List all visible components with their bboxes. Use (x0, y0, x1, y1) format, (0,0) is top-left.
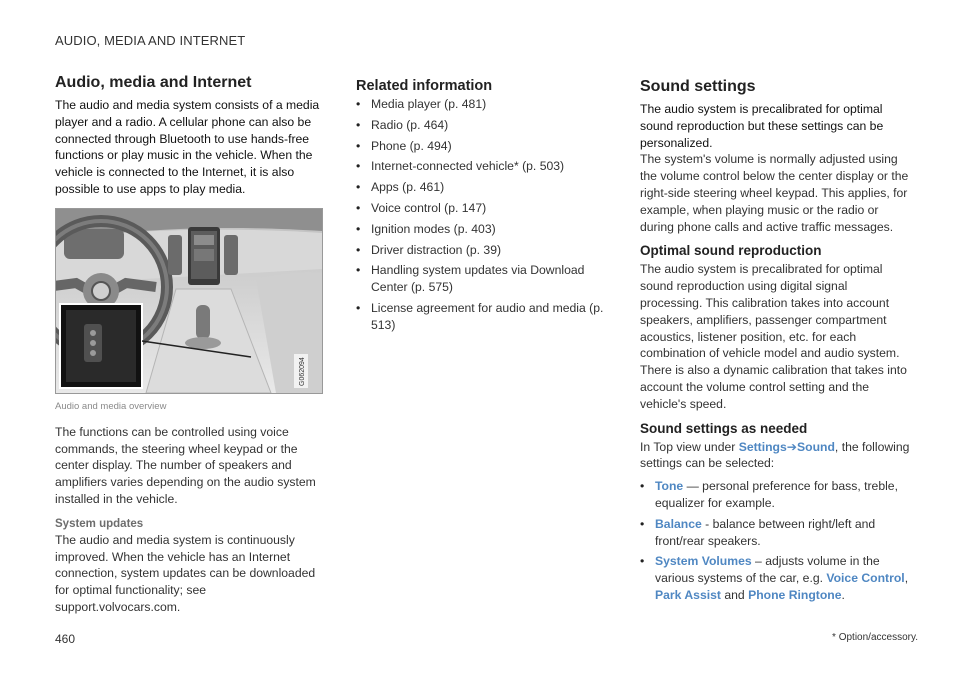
sound-settings-title: Sound settings (640, 78, 756, 95)
bullet: • (356, 242, 361, 257)
list-item[interactable]: • Apps (p. 461) (356, 180, 445, 195)
bullet: • (640, 554, 645, 569)
bullet: • (640, 516, 645, 531)
sound-lead: The audio system is precalibrated for optimal sound reproduction but these settings can be personalized. (640, 102, 884, 150)
as-needed-heading: Sound settings as needed (640, 420, 808, 436)
voice-control-option[interactable]: Voice Control (826, 571, 905, 586)
park-assist-option[interactable]: Park Assist (655, 587, 721, 602)
figure-caption: Audio and media overview (55, 400, 167, 412)
figure-code: G062094 (299, 356, 306, 386)
bullet: • (356, 97, 361, 111)
bullet: • (356, 159, 361, 174)
balance-option[interactable]: Balance (655, 516, 702, 531)
system-updates-paragraph: The audio and media system is continuously improved. When the vehicle has an Internet connection, system updates can be downloaded for optimal functionality; see support.volvocars.com. (55, 532, 316, 614)
list-item[interactable]: • Voice control (p. 147) (356, 200, 487, 215)
list-item[interactable]: • Media player (p. 481) (356, 97, 487, 111)
sound-link[interactable]: Sound (797, 439, 835, 454)
dashboard-illustration (56, 209, 322, 393)
system-volumes-option[interactable]: System Volumes (655, 554, 752, 569)
list-item[interactable]: • Phone (p. 494) (356, 138, 452, 153)
footnote: * Option/accessory. (832, 632, 918, 643)
bullet: • (356, 138, 361, 153)
tone-option[interactable]: Tone (655, 479, 684, 494)
list-item[interactable]: • License agreement for audio and media (p. 513) (356, 300, 604, 332)
dashboard-figure (55, 208, 323, 394)
intro-paragraph: The audio and media system consists of a media player and a radio. A cellular phone can also be connected through Bluetooth to use hands-free functions or play music in the vehicle. When the vehicle is connected to the Internet, it is also possible to use apps to play media. (55, 98, 320, 196)
list-item[interactable]: • Driver distraction (p. 39) (356, 242, 502, 257)
sound-volume-paragraph: The system's volume is normally adjusted using the volume control below the center display or the right-side steering wheel keypad. This applies, for example, when playing music or the radio or during phone calls and active traffic messages. (640, 152, 909, 234)
page-title: Audio, media and Internet (55, 74, 252, 91)
list-item: • System Volumes – adjusts volume in the various systems of the car, e.g. Voice Control, Park Assist and Phone Ringtone. (640, 554, 909, 602)
column-related (356, 78, 611, 338)
optimal-heading: Optimal sound reproduction (640, 243, 822, 259)
related-heading: Related information (356, 78, 493, 94)
bullet: • (356, 263, 361, 278)
bullet: • (356, 117, 361, 132)
bullet: • (356, 200, 361, 215)
bullet: • (640, 479, 645, 494)
bullet: • (356, 300, 361, 315)
running-header: AUDIO, MEDIA AND INTERNET (55, 33, 246, 48)
bullet: • (356, 180, 361, 195)
list-item: • Tone — personal preference for bass, treble, equalizer for example. (640, 479, 898, 510)
list-item[interactable]: • Radio (p. 464) (356, 117, 449, 132)
list-item[interactable]: • Ignition modes (p. 403) (356, 221, 496, 236)
arrow-icon: ➔ (786, 439, 797, 454)
bullet: • (356, 221, 361, 236)
related-list (356, 96, 611, 334)
list-item: • Balance - balance between right/left and front/rear speakers. (640, 516, 876, 548)
body-paragraph: The functions can be controlled using voice commands, the steering wheel keypad or the center display. The number of speakers and amplifiers varies depending on the audio system installed in the vehicle. (55, 424, 316, 506)
phone-ringtone-option[interactable]: Phone Ringtone (748, 587, 842, 602)
page-number: 460 (55, 632, 76, 646)
list-item[interactable]: • Handling system updates via Download Center (p. 575) (356, 263, 585, 295)
settings-link[interactable]: Settings (738, 439, 787, 454)
as-needed-paragraph: In Top view under Settings➔Sound, the following settings can be selected: (640, 439, 910, 471)
system-updates-heading: System updates (55, 517, 144, 530)
column-sound (640, 78, 910, 608)
column-intro (55, 74, 323, 616)
optimal-paragraph: The audio system is precalibrated for optimal sound reproduction using digital signal processing. This calibration takes into account speakers, amplifiers, passenger compartment acoustics, listener position, etc. for each combination of vehicle model and audio system. There is also a dynamic calibration that takes into account the volume control setting and the vehicle's speed. (640, 262, 907, 411)
list-item[interactable]: • Internet-connected vehicle* (p. 503) (356, 159, 565, 174)
sound-options-list (640, 478, 910, 604)
